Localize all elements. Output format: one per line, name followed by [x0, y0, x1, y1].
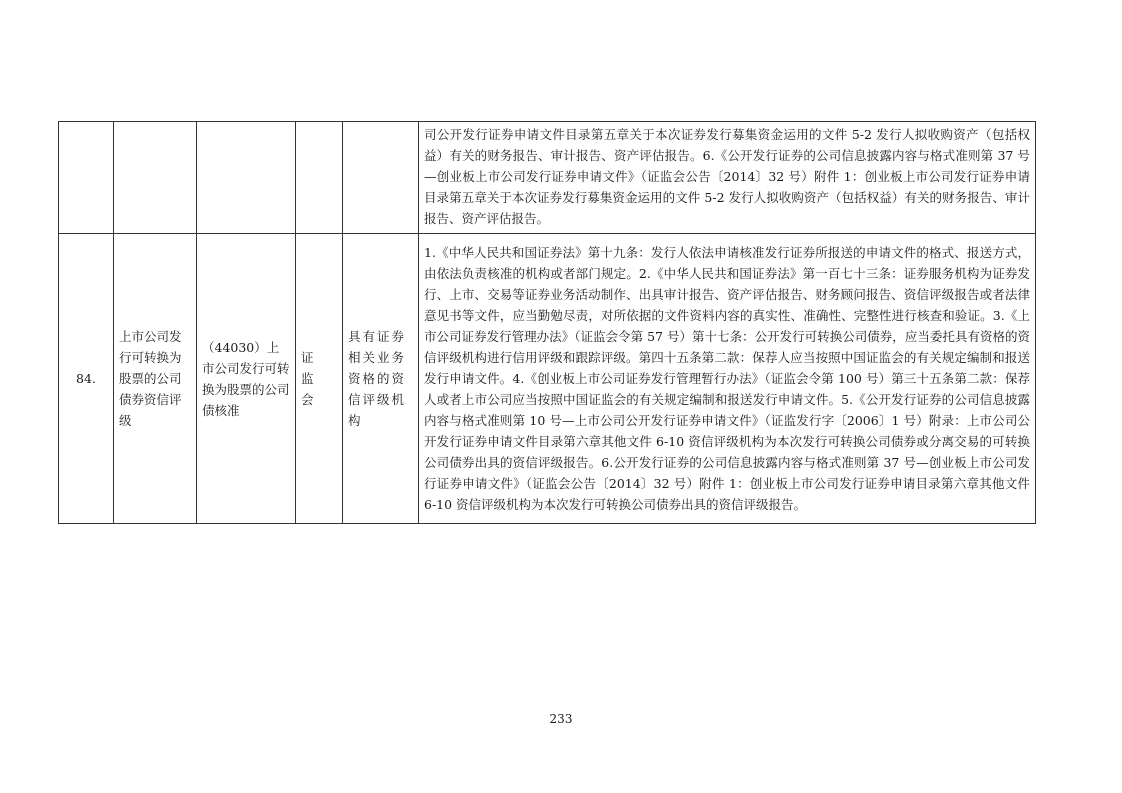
- sub-item-cell: （44030）上市公司发行可转换为股票的公司债核准: [197, 234, 296, 524]
- item-name-cell: [114, 122, 197, 234]
- legal-basis-cell: 1.《中华人民共和国证券法》第十九条：发行人依法申请核准发行证券所报送的申请文件的格式、报送方式，由依法负责核准的机构或者部门规定。2.《中华人民共和国证券法》第一百七十三条：证券服务机构为证券发行、上市、交易等证券业务活动制作、出具审计报告、资产评估报告、财务顾问报告、资信评级报告或者法律意见书等文件，应当勤勉尽责，对所依据的文件资料内容的真实性、准确性、完整性进行核查和验证。3.《上市公司证券发行管理办法》（证监会令第 57 号）第十七条：公开发行可转换公司债券，应当委托具有资格的资信评级机构进行信用评级和跟踪评级。第四十五条第二款：保荐人应当按照中国证监会的有关规定编制和报送发行申请文件。4.《创业板上市公司证券发行管理暂行办法》（证监会令第 100 号）第三十五条第二款：保荐人或者上市公司应当按照中国证监会的有关规定编制和报送发行申请文件。5.《公开发行证券的公司信息披露内容与格式准则第 10 号—上市公司公开发行证券申请文件》（证监发行字〔2006〕1 号）附录：上市公司公开发行证券申请文件目录第六章其他文件 6-10 资信评级机构为本次发行可转换公司债券或分离交易的可转换公司债券出具的资信评级报告。6.公开发行证券的公司信息披露内容与格式准则第 37 号—创业板上市公司发行证券申请文件》（证监会公告〔2014〕32 号）附件 1：创业板上市公司发行证券申请目录第六章其他文件 6-10 资信评级机构为本次发行可转换公司债券出具的资信评级报告。: [419, 234, 1036, 524]
- table-row-continued: [59, 122, 1036, 234]
- row-number-cell: [59, 122, 114, 234]
- qualification-cell: 具有证券相关业务资格的资信评级机构: [343, 234, 419, 524]
- regulation-table: [58, 121, 1036, 524]
- legal-basis-cell: 司公开发行证券申请文件目录第五章关于本次证券发行募集资金运用的文件 5-2 发行人拟收购资产（包括权益）有关的财务报告、审计报告、资产评估报告。6.《公开发行证券的公司信息披露内容与格式准则第 37 号—创业板上市公司发行证券申请文件》（证监会公告〔2014〕32 号）附件 1：创业板上市公司发行证券申请目录第五章关于本次证券发行募集资金运用的文件 5-2 发行人拟收购资产（包括权益）有关的财务报告、审计报告、资产评估报告。: [419, 122, 1036, 234]
- authority-cell: [296, 122, 343, 234]
- row-number-cell: 84.: [59, 234, 114, 524]
- item-name-cell: 上市公司发行可转换为股票的公司债券资信评级: [114, 234, 197, 524]
- qualification-cell: [343, 122, 419, 234]
- sub-item-cell: [197, 122, 296, 234]
- page-number: 233: [549, 712, 573, 726]
- table-row-84: [59, 234, 1036, 524]
- authority-cell: 证监会: [296, 234, 343, 524]
